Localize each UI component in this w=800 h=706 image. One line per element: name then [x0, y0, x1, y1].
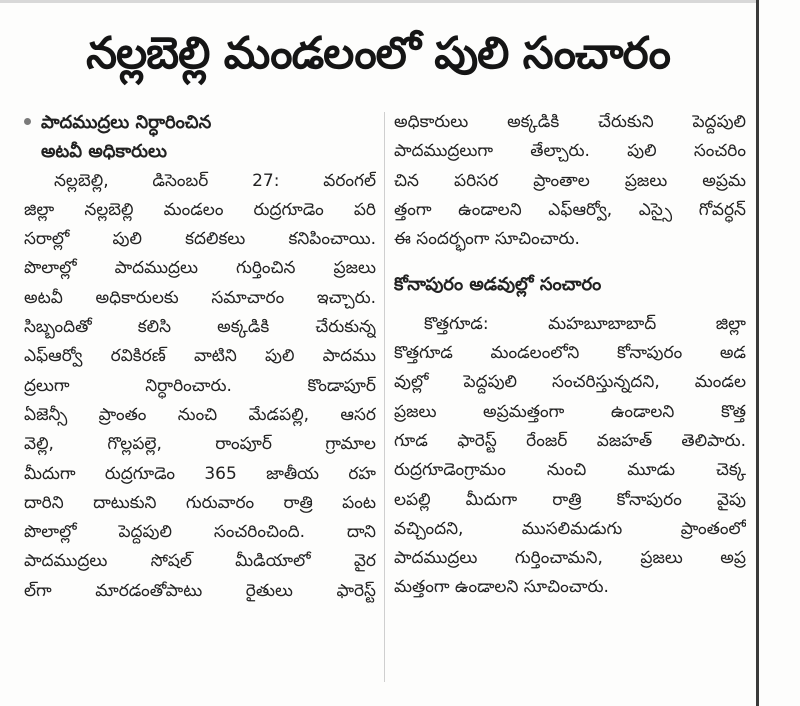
body-line: అటవీ అధికారులకు సమాచారం ఇచ్చారు.: [24, 287, 376, 308]
body-line: దారిని దాటుకుని గురువారం రాత్రి పంట: [24, 492, 376, 513]
body-line: మత్తంగా ఉండాలని సూచించారు.: [394, 577, 609, 598]
body-line: కొత్తగూడ: మహబూబాబాద్ జిల్లా: [424, 313, 746, 334]
subheading-line-2: అటవీ అధికారులు: [41, 141, 167, 163]
body-line: వచ్చిందని, ముసలిమడుగు ప్రాంతంలో: [394, 518, 746, 539]
body-line: గూడ ఫారెస్ట్ రేంజర్ వజహత్ తెలిపారు.: [394, 430, 746, 451]
headline: నల్లబెల్లి మండలంలో పులి సంచారం: [86, 28, 670, 79]
body-line: ల్‌గా మారడంతోపాటు రైతులు ఫారెస్ట్: [24, 580, 376, 601]
body-line: త్తంగా ఉండాలని ఎఫ్ఆర్వో, ఎస్సై గోవర్ధన్: [394, 199, 746, 220]
right-column: [394, 108, 746, 603]
body-line: ప్రజలు అప్రమత్తంగా ఉండాలని కొత్త: [394, 401, 746, 422]
subheading-line-1: [24, 108, 376, 137]
body-line: పాదముద్రలు గుర్తించామని, ప్రజలు అప్ర: [394, 548, 746, 569]
body-line: కొత్తగూడ మండలంలోని కోనాపురం అడ: [394, 343, 746, 364]
body-line: పొలాల్లో పెద్దపులి సంచరించింది. దాని: [24, 522, 376, 543]
body-line: నల్లబెల్లి, డిసెంబర్ 27: వరంగల్: [54, 170, 376, 191]
body-line: ఏజెన్సీ ప్రాంతం నుంచి మేడపల్లి, ఆసర: [24, 404, 376, 425]
body-line: ద్రలుగా నిర్ధారించారు. కొండాపూర్: [24, 375, 376, 396]
right-border-rule: [756, 0, 759, 706]
body-line: అధికారులు అక్కడికి చేరుకుని పెద్దపులి: [394, 112, 746, 132]
body-line: వెల్లి, గొల్లపల్లె, రాంపూర్ గ్రామాల: [24, 434, 376, 455]
body-line: పాదముద్రలు సోషల్ మీడియాలో వైర: [24, 551, 376, 572]
subheading-text-1: పాదముద్రలు నిర్ధారించిన: [41, 112, 212, 133]
body-line: పొలాల్లో పాదముద్రలు గుర్తించిన ప్రజలు: [24, 258, 376, 279]
body-line: ఈ సందర్భంగా సూచించారు.: [394, 229, 580, 250]
bullet-icon: [24, 118, 31, 125]
top-divider: [0, 0, 756, 3]
body-line: జిల్లా నల్లబెల్లి మండలం రుద్రగూడెం పరి: [24, 199, 376, 220]
left-column: [24, 108, 376, 606]
crosshead: కోనాపురం అడవుల్లో సంచారం: [394, 274, 602, 296]
body-line: ఎఫ్ఆర్వో రవికిరణ్ వాటిని పులి పాదము: [24, 346, 376, 367]
column-divider: [384, 112, 385, 682]
body-line: లపల్లి మీదుగా రాత్రి కోనాపురం వైపు: [394, 489, 746, 510]
body-line: సిబ్బందితో కలిసి అక్కడికి చేరుకున్న: [24, 317, 376, 338]
body-line: వుల్లో పెద్దపులి సంచరిస్తున్నదని, మండల: [394, 372, 746, 393]
body-line: పాదముద్రలుగా తేల్చారు. పులి సంచరిం: [394, 141, 746, 162]
body-line: రుద్రగూడెంగ్రామం నుంచి మూడు చెక్క: [394, 460, 746, 481]
body-line: చిన పరిసర ప్రాంతాల ప్రజలు అప్రమ: [394, 170, 746, 191]
body-line: మీదుగా రుద్రగూడెం 365 జాతీయ రహ: [24, 463, 376, 484]
body-line: సరాల్లో పులి కదలికలు కనిపించాయి.: [24, 229, 376, 250]
